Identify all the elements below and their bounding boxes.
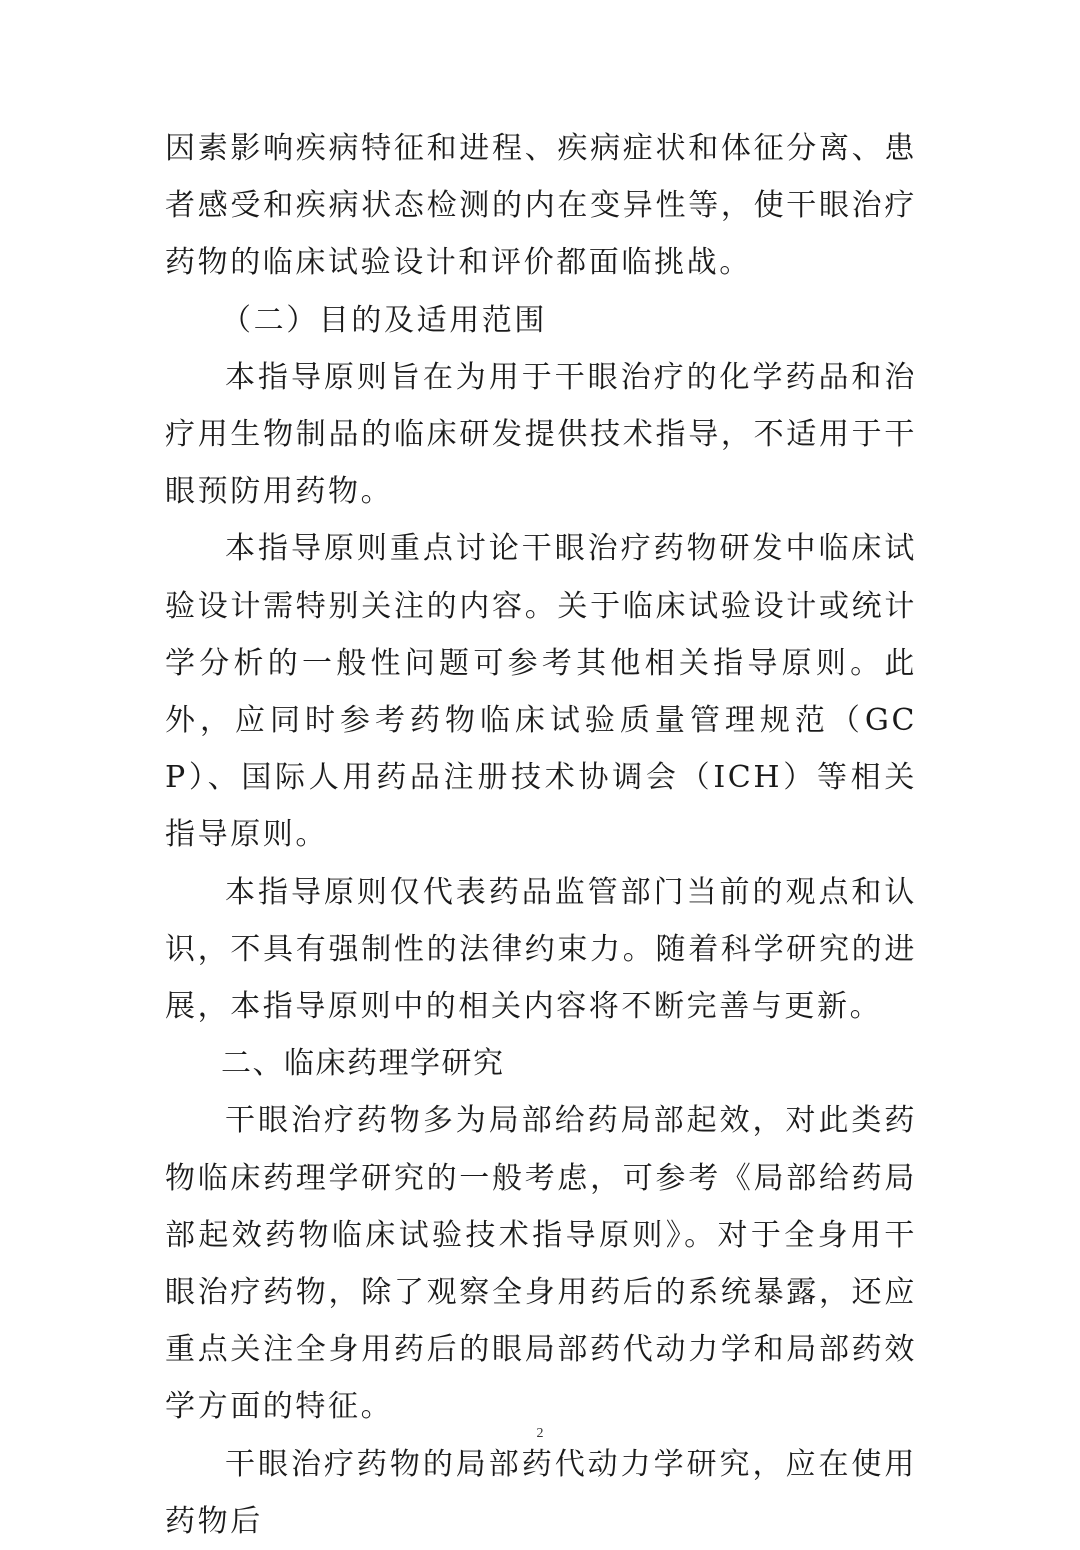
paragraph-focus: 本指导原则重点讨论干眼治疗药物研发中临床试验设计需特别关注的内容。关于临床试验设计或统计学分析的一般性问题可参考其他相关指导原则。此外，应同时参考药物临床试验质量管理规范（GCP）、国际人用药品注册技术协调会（ICH）等相关指导原则。 — [165, 531, 917, 853]
paragraph-local-pk: 干眼治疗药物的局部药代动力学研究，应在使用药物后 — [165, 1446, 917, 1539]
paragraph-purpose: 本指导原则旨在为用于干眼治疗的化学药品和治疗用生物制品的临床研发提供技术指导，不适用于干眼预防用药物。 — [165, 359, 917, 510]
page-number: 2 — [536, 1426, 544, 1441]
document-body — [165, 120, 917, 1550]
paragraph-clinical-pharmacology: 干眼治疗药物多为局部给药局部起效，对此类药物临床药理学研究的一般考虑，可参考《局部给药局部起效药物临床试验技术指导原则》。对于全身用干眼治疗药物，除了观察全身用药后的系统暴露，还应重点关注全身用药后的眼局部药代动力学和局部药效学方面的特征。 — [165, 1103, 917, 1425]
subheading-purpose-scope: （二）目的及适用范围 — [221, 302, 547, 338]
paragraph-disclaimer: 本指导原则仅代表药品监管部门当前的观点和认识，不具有强制性的法律约束力。随着科学研究的进展，本指导原则中的相关内容将不断完善与更新。 — [165, 874, 917, 1025]
section-heading-clinical-pharmacology: 二、临床药理学研究 — [221, 1046, 505, 1082]
paragraph-background-continued: 因素影响疾病特征和进程、疾病症状和体征分离、患者感受和疾病状态检测的内在变异性等，使干眼治疗药物的临床试验设计和评价都面临挑战。 — [165, 131, 917, 281]
